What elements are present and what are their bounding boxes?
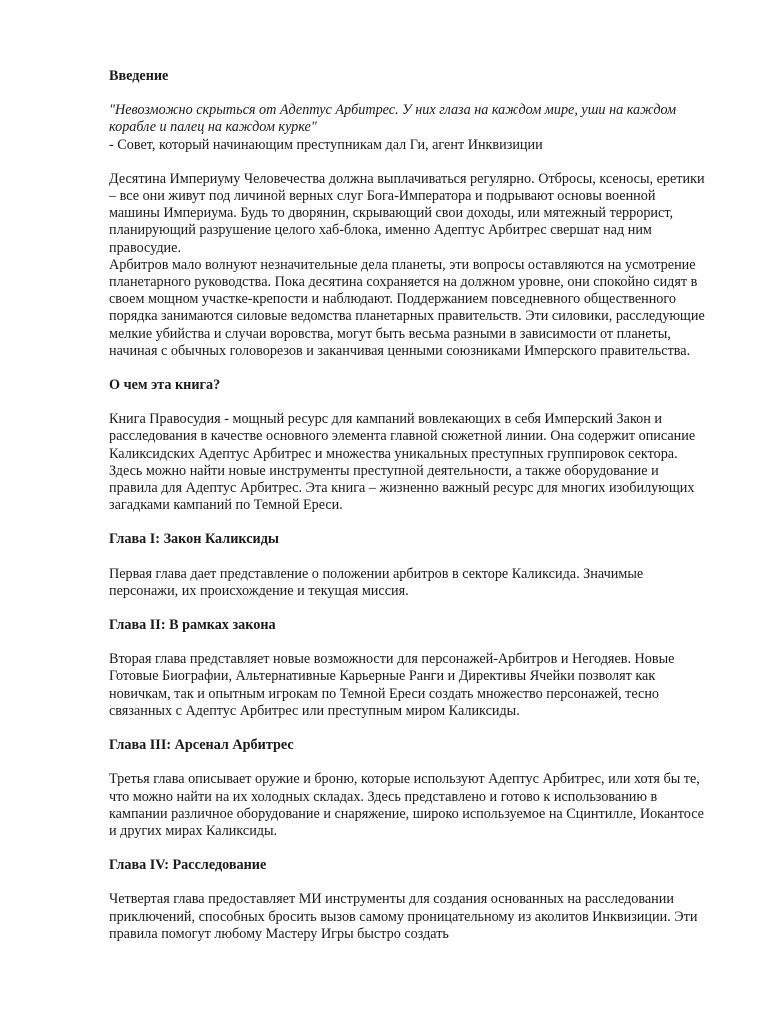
chapter-1-paragraph: Первая глава дает представление о положении арбитров в секторе Каликсида. Значимые персонажи, их происхождение и текущая миссия. bbox=[109, 565, 644, 599]
spacer bbox=[109, 754, 709, 771]
intro-attribution: - Совет, который начинающим преступникам дал Ги, агент Инквизиции bbox=[109, 136, 543, 153]
chapter-4-paragraph: Четвертая глава предоставляет МИ инструменты для создания основанных на расследовании приключений, способных бросить вызов самому проницательному из аколитов Инквизиции. Эти правила помогут любому Мастеру Игры быстро создать bbox=[109, 891, 698, 942]
chapter-4-heading: Глава IV: Расследование bbox=[109, 857, 267, 874]
intro-paragraph-2: Арбитров мало волнуют незначительные дела планеты, эти вопросы оставляются на усмотрение планетарного руководства. Пока десятина сохраняется на должном уровне, они спокойно сидят в своем мощном участке-крепости и наблюдают. Поддержанием повседневного общественного порядка занимаются силовые ведомства планетарных правительств. Эти силовики, расследующие мелкие убийства и случаи воровства, могут быть весьма разными в зависимости от планеты, начиная с обычных головорезов и заканчивая ценными союзниками Имперского правительства. bbox=[109, 256, 705, 359]
intro-heading: Введение bbox=[109, 68, 169, 84]
spacer bbox=[109, 514, 709, 531]
chapter-3-heading: Глава III: Арсенал Арбитрес bbox=[109, 737, 294, 754]
spacer bbox=[109, 549, 709, 566]
spacer bbox=[109, 600, 709, 617]
intro-quote: "Невозможно скрыться от Адептус Арбитрес. У них глаза на каждом мире, уши на каждом корабле и палец на каждом курке" bbox=[109, 102, 677, 136]
intro-paragraph-1: Десятина Империуму Человечества должна выплачиваться регулярно. Отбросы, ксеносы, еретики – все они живут под личиной верных слуг Бога-Императора и подрывают основы военной машины Империума. Будь то дворянин, скрывающий свои доходы, или мятежный террорист, планирующий разрушение целого хаб-блока, именно Адептус Арбитрес свершат над ним правосудие. bbox=[109, 170, 705, 256]
spacer bbox=[109, 634, 709, 651]
spacer bbox=[109, 720, 709, 737]
spacer bbox=[109, 154, 709, 171]
chapter-2-heading: Глава II: В рамках закона bbox=[109, 617, 276, 634]
spacer bbox=[109, 840, 709, 857]
spacer bbox=[109, 360, 709, 377]
spacer bbox=[109, 394, 709, 411]
chapter-2-paragraph: Вторая глава представляет новые возможности для персонажей-Арбитров и Негодяев. Новые Готовые Биографии, Альтернативные Карьерные Ранги и Директивы Ячейки позволят как новичкам, так и опытным игрокам по Темной Ереси создать множество персонажей, тесно связанных с Адептус Арбитрес или преступным миром Каликсиды. bbox=[109, 651, 675, 719]
document-body bbox=[109, 68, 709, 943]
chapter-1-heading: Глава I: Закон Каликсиды bbox=[109, 531, 279, 548]
spacer bbox=[109, 874, 709, 891]
spacer bbox=[109, 85, 709, 102]
about-heading: О чем эта книга? bbox=[109, 377, 221, 394]
about-paragraph: Книга Правосудия - мощный ресурс для кампаний вовлекающих в себя Имперский Закон и расследования в качестве основного элемента главной сюжетной линии. Она содержит описание Каликсидских Адептус Арбитрес и множества уникальных преступных группировок сектора. Здесь можно найти новые инструменты преступной деятельности, а также оборудование и правила для Адептус Арбитрес. Эта книга – жизненно важный ресурс для многих изобилующих загадками кампаний по Темной Ереси. bbox=[109, 411, 696, 514]
chapter-3-paragraph: Третья глава описывает оружие и броню, которые используют Адептус Арбитрес, или хотя бы те, что можно найти на их холодных складах. Здесь представлено и готово к использованию в кампании различное оборудование и снаряжение, широко используемое на Сцинтилле, Иокантосе и других мирах Каликсиды. bbox=[109, 771, 704, 839]
